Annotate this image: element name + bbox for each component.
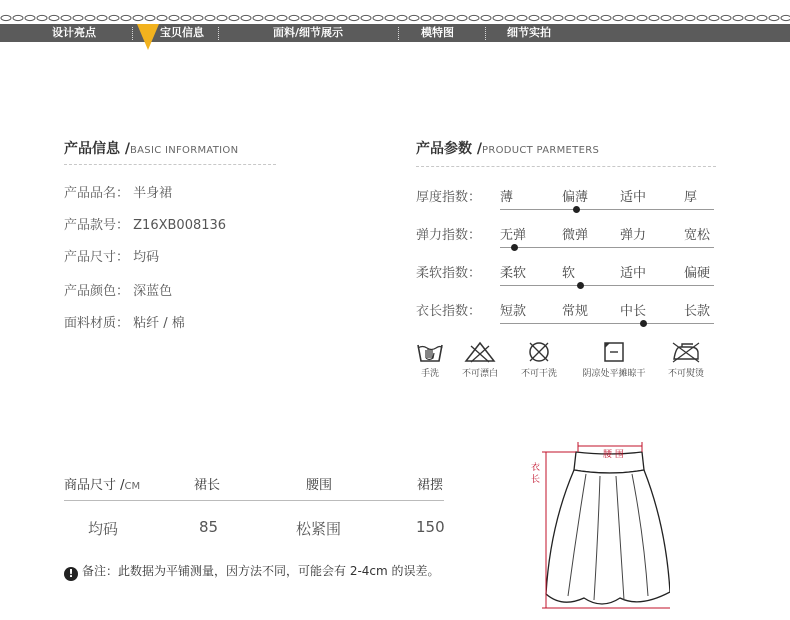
param-option: 宽松: [684, 228, 711, 243]
size-table-divider: [64, 500, 444, 501]
nav-item-highlights[interactable]: 设计亮点: [52, 26, 96, 39]
param-label: 柔软指数：: [416, 266, 482, 281]
param-option: 薄: [500, 190, 514, 205]
param-option: 长款: [684, 304, 711, 319]
size-table-cell-size: 均码: [88, 520, 119, 538]
nav-item-fabric-details[interactable]: 面料/细节展示: [273, 26, 344, 39]
top-nav-bar: [0, 24, 790, 42]
skirt-measurement-diagram: [520, 436, 670, 612]
param-option: 弹力: [620, 228, 647, 243]
nav-separator: [218, 27, 219, 40]
param-option: 偏薄: [562, 190, 589, 205]
shade-dry-flat-icon: [601, 340, 627, 364]
no-iron-icon: [669, 340, 703, 364]
param-label: 厚度指数：: [416, 190, 482, 205]
care-hand-wash: 手洗: [412, 340, 448, 379]
param-scale-line: [500, 209, 714, 210]
care-shade-dry-flat: 阴凉处平摊晾干: [576, 340, 652, 379]
param-scale-line: [500, 323, 714, 324]
param-label: 衣长指数：: [416, 304, 482, 319]
size-table-header-waist: 腰围: [306, 478, 333, 493]
param-selected-marker: [511, 244, 518, 251]
size-table-header-size: 商品尺寸 /CM: [64, 478, 141, 493]
param-option: 软: [562, 266, 576, 281]
nav-item-product-info[interactable]: 宝贝信息: [160, 26, 204, 39]
param-option: 柔软: [500, 266, 527, 281]
param-option: 厚: [684, 190, 698, 205]
info-row-style-number: 产品款号： Z16XB008136: [64, 218, 227, 233]
nav-separator: [485, 27, 486, 40]
param-option: 无弹: [500, 228, 527, 243]
waist-measure-label: 腰 围: [603, 450, 624, 460]
param-selected-marker: [640, 320, 647, 327]
care-no-iron: 不可熨烫: [662, 340, 710, 379]
size-table-cell-hem: 150: [416, 518, 445, 536]
size-table-header-hem: 裙摆: [417, 478, 444, 493]
param-option: 微弹: [562, 228, 589, 243]
param-selected-marker: [573, 206, 580, 213]
nav-separator: [398, 27, 399, 40]
hand-wash-icon: [415, 340, 445, 364]
info-row-material: 面料材质： 粘纤 / 棉: [64, 316, 185, 331]
size-table-header-length: 裙长: [194, 478, 221, 493]
nav-item-detail-shots[interactable]: 细节实拍: [507, 26, 551, 39]
no-bleach-icon: [463, 340, 497, 364]
decorative-chain-border: [0, 14, 790, 22]
param-option: 常规: [562, 304, 589, 319]
param-label: 弹力指数：: [416, 228, 482, 243]
param-option: 短款: [500, 304, 527, 319]
section-divider: [416, 166, 716, 167]
param-selected-marker: [577, 282, 584, 289]
info-row-size: 产品尺寸： 均码: [64, 250, 160, 265]
basic-info-title: 产品信息 /BASIC INFORMATION: [64, 141, 239, 157]
measurement-note: ! 备注：此数据为平铺测量，因方法不同，可能会有 2-4cm 的误差。: [64, 562, 440, 581]
size-table-cell-waist: 松紧围: [296, 520, 342, 538]
param-option: 适中: [620, 266, 647, 281]
param-option: 偏硬: [684, 266, 711, 281]
info-row-color: 产品颜色： 深蓝色: [64, 284, 173, 299]
param-option: 适中: [620, 190, 647, 205]
info-row-name: 产品品名： 半身裙: [64, 186, 173, 201]
care-no-dry-clean: 不可干洗: [516, 340, 562, 379]
section-divider: [64, 164, 276, 165]
param-scale-line: [500, 285, 714, 286]
param-scale-line: [500, 247, 714, 248]
product-params-title: 产品参数 /PRODUCT PARMETERS: [416, 141, 600, 157]
nav-separator: [132, 27, 133, 40]
length-measure-label: 衣 长: [529, 462, 539, 483]
size-table-cell-length: 85: [199, 518, 219, 536]
param-option: 中长: [620, 304, 647, 319]
warning-icon: !: [64, 567, 78, 581]
active-nav-indicator-icon: [137, 24, 159, 50]
care-no-bleach: 不可漂白: [456, 340, 504, 379]
no-dry-clean-icon: [525, 340, 553, 364]
nav-item-model-photos[interactable]: 模特图: [421, 26, 454, 39]
